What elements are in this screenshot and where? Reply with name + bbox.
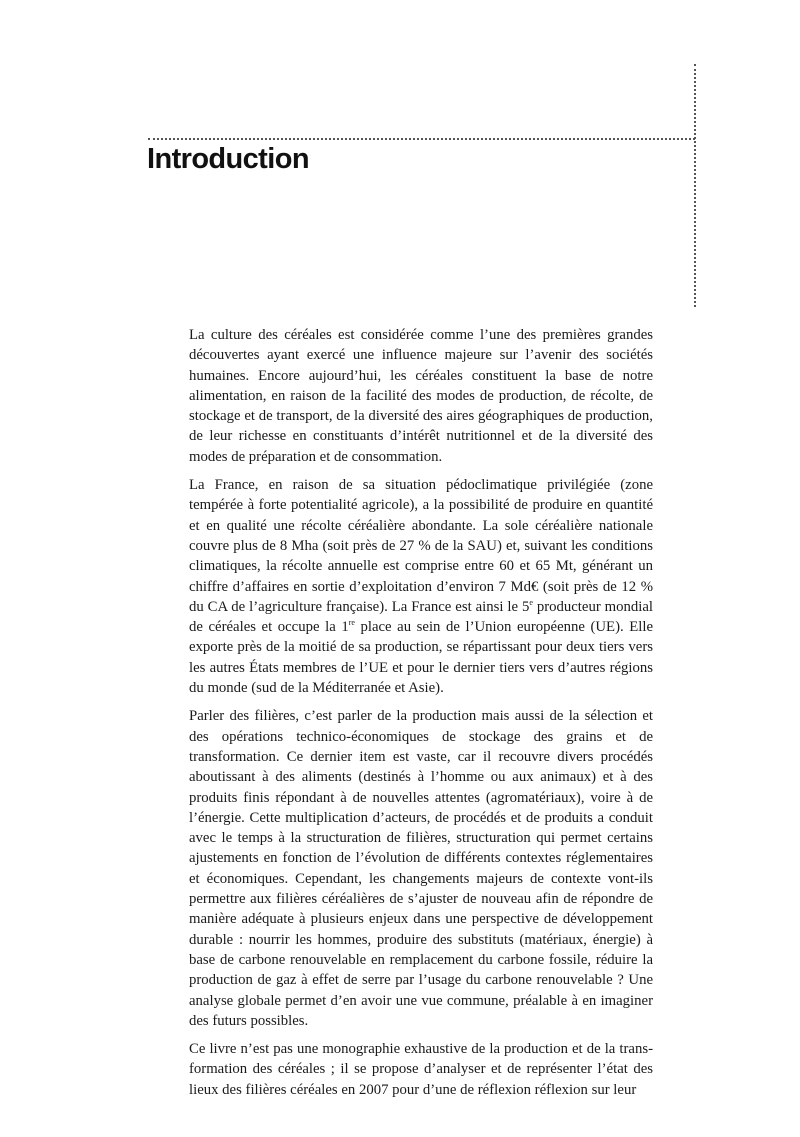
paragraph xyxy=(189,325,653,467)
ordinal-superscript: e xyxy=(529,597,533,607)
text-run: La culture des céréales est considérée comme l’une des premières grandes découvertes ayant exercé une influence majeure sur l’avenir des sociétés humaines. Encore aujourd’hui, les céréales constituent la base de notre alimentation, en raison de la facilité des modes de production, de récolte, de stockage et de transport, de la diversité des aires géographiques de production, de leur richesse en constituants d’intérêt nutritionnel et de la diversité des modes de préparation et de consommation. xyxy=(189,327,653,465)
ordinal-superscript: re xyxy=(348,618,355,628)
body-text xyxy=(189,325,653,1108)
chapter-title: Introduction xyxy=(147,143,309,175)
horizontal-dotted-rule xyxy=(148,138,695,140)
paragraph xyxy=(189,706,653,1031)
text-run: producteur mondial de céréales et occupe la 1 xyxy=(189,598,654,636)
text-run: place au sein de l’Union européenne (UE). Elle exporte près de la moitié de sa production, se répartissant pour deux tiers vers les autres États membres de l’UE et pour le dernier tiers vers d’autres régions du monde (sud de la Méditerranée et Asie). xyxy=(189,619,653,697)
vertical-dotted-rule xyxy=(694,64,696,307)
text-run: Ce livre n’est pas une monographie exhaustive de la production et de la transformation des céréales ; il se propose d’analyser et de représenter l’état des lieux des filières céréales en 2007 pour d’une de réflexion réflexion sur leur xyxy=(189,1041,653,1098)
paragraph xyxy=(189,475,653,698)
text-run: Parler des filières, c’est parler de la production mais aussi de la sélection et des opérations technico-économiques de stockage des grains et de transformation. Ce dernier item est vaste, car il recouvre divers procédés aboutissant à des aliments (destinés à l’homme ou aux animaux) et à des produits finis répondant à de nouvelles attentes (agromatériaux), voire à de l’énergie. Cette multiplication d’acteurs, de procédés et de produits a conduit avec le temps à la structuration de filières, structuration qui permet certains ajustements en fonction de l’évolution de différents contextes réglementaires et économiques. Cependant, les changements majeurs de contexte vont-ils permettre aux filières céréalières de s’ajuster de nouveau afin de répondre de manière adéquate à plusieurs enjeux dans une perspective de développement durable : nourrir les hommes, produire des substituts (matériaux, énergie) à base de carbone renouvelable en remplacement du carbone fossile, réduire la production de gaz à effet de serre par l’usage du carbone renouvelable ? Une analyse globale permet d’en avoir une vue commune, préalable à en imaginer des futurs possibles. xyxy=(189,708,653,1029)
text-run: La France, en raison de sa situation pédoclimatique privilégiée (zone tempérée à forte potentialité agricole), a la possibilité de produire en quantité et en qualité une récolte céréalière abondante. La sole céréalière nationale couvre plus de 8 Mha (soit près de 27 % de la SAU) et, suivant les conditions climatiques, la récolte annuelle est comprise entre 60 et 65 Mt, générant un chiffre d’affaires en sortie d’exploitation d’environ 7 Md€ (soit près de 12 % du CA de l’agriculture française). La France est ainsi le 5 xyxy=(189,477,653,615)
paragraph xyxy=(189,1039,653,1100)
